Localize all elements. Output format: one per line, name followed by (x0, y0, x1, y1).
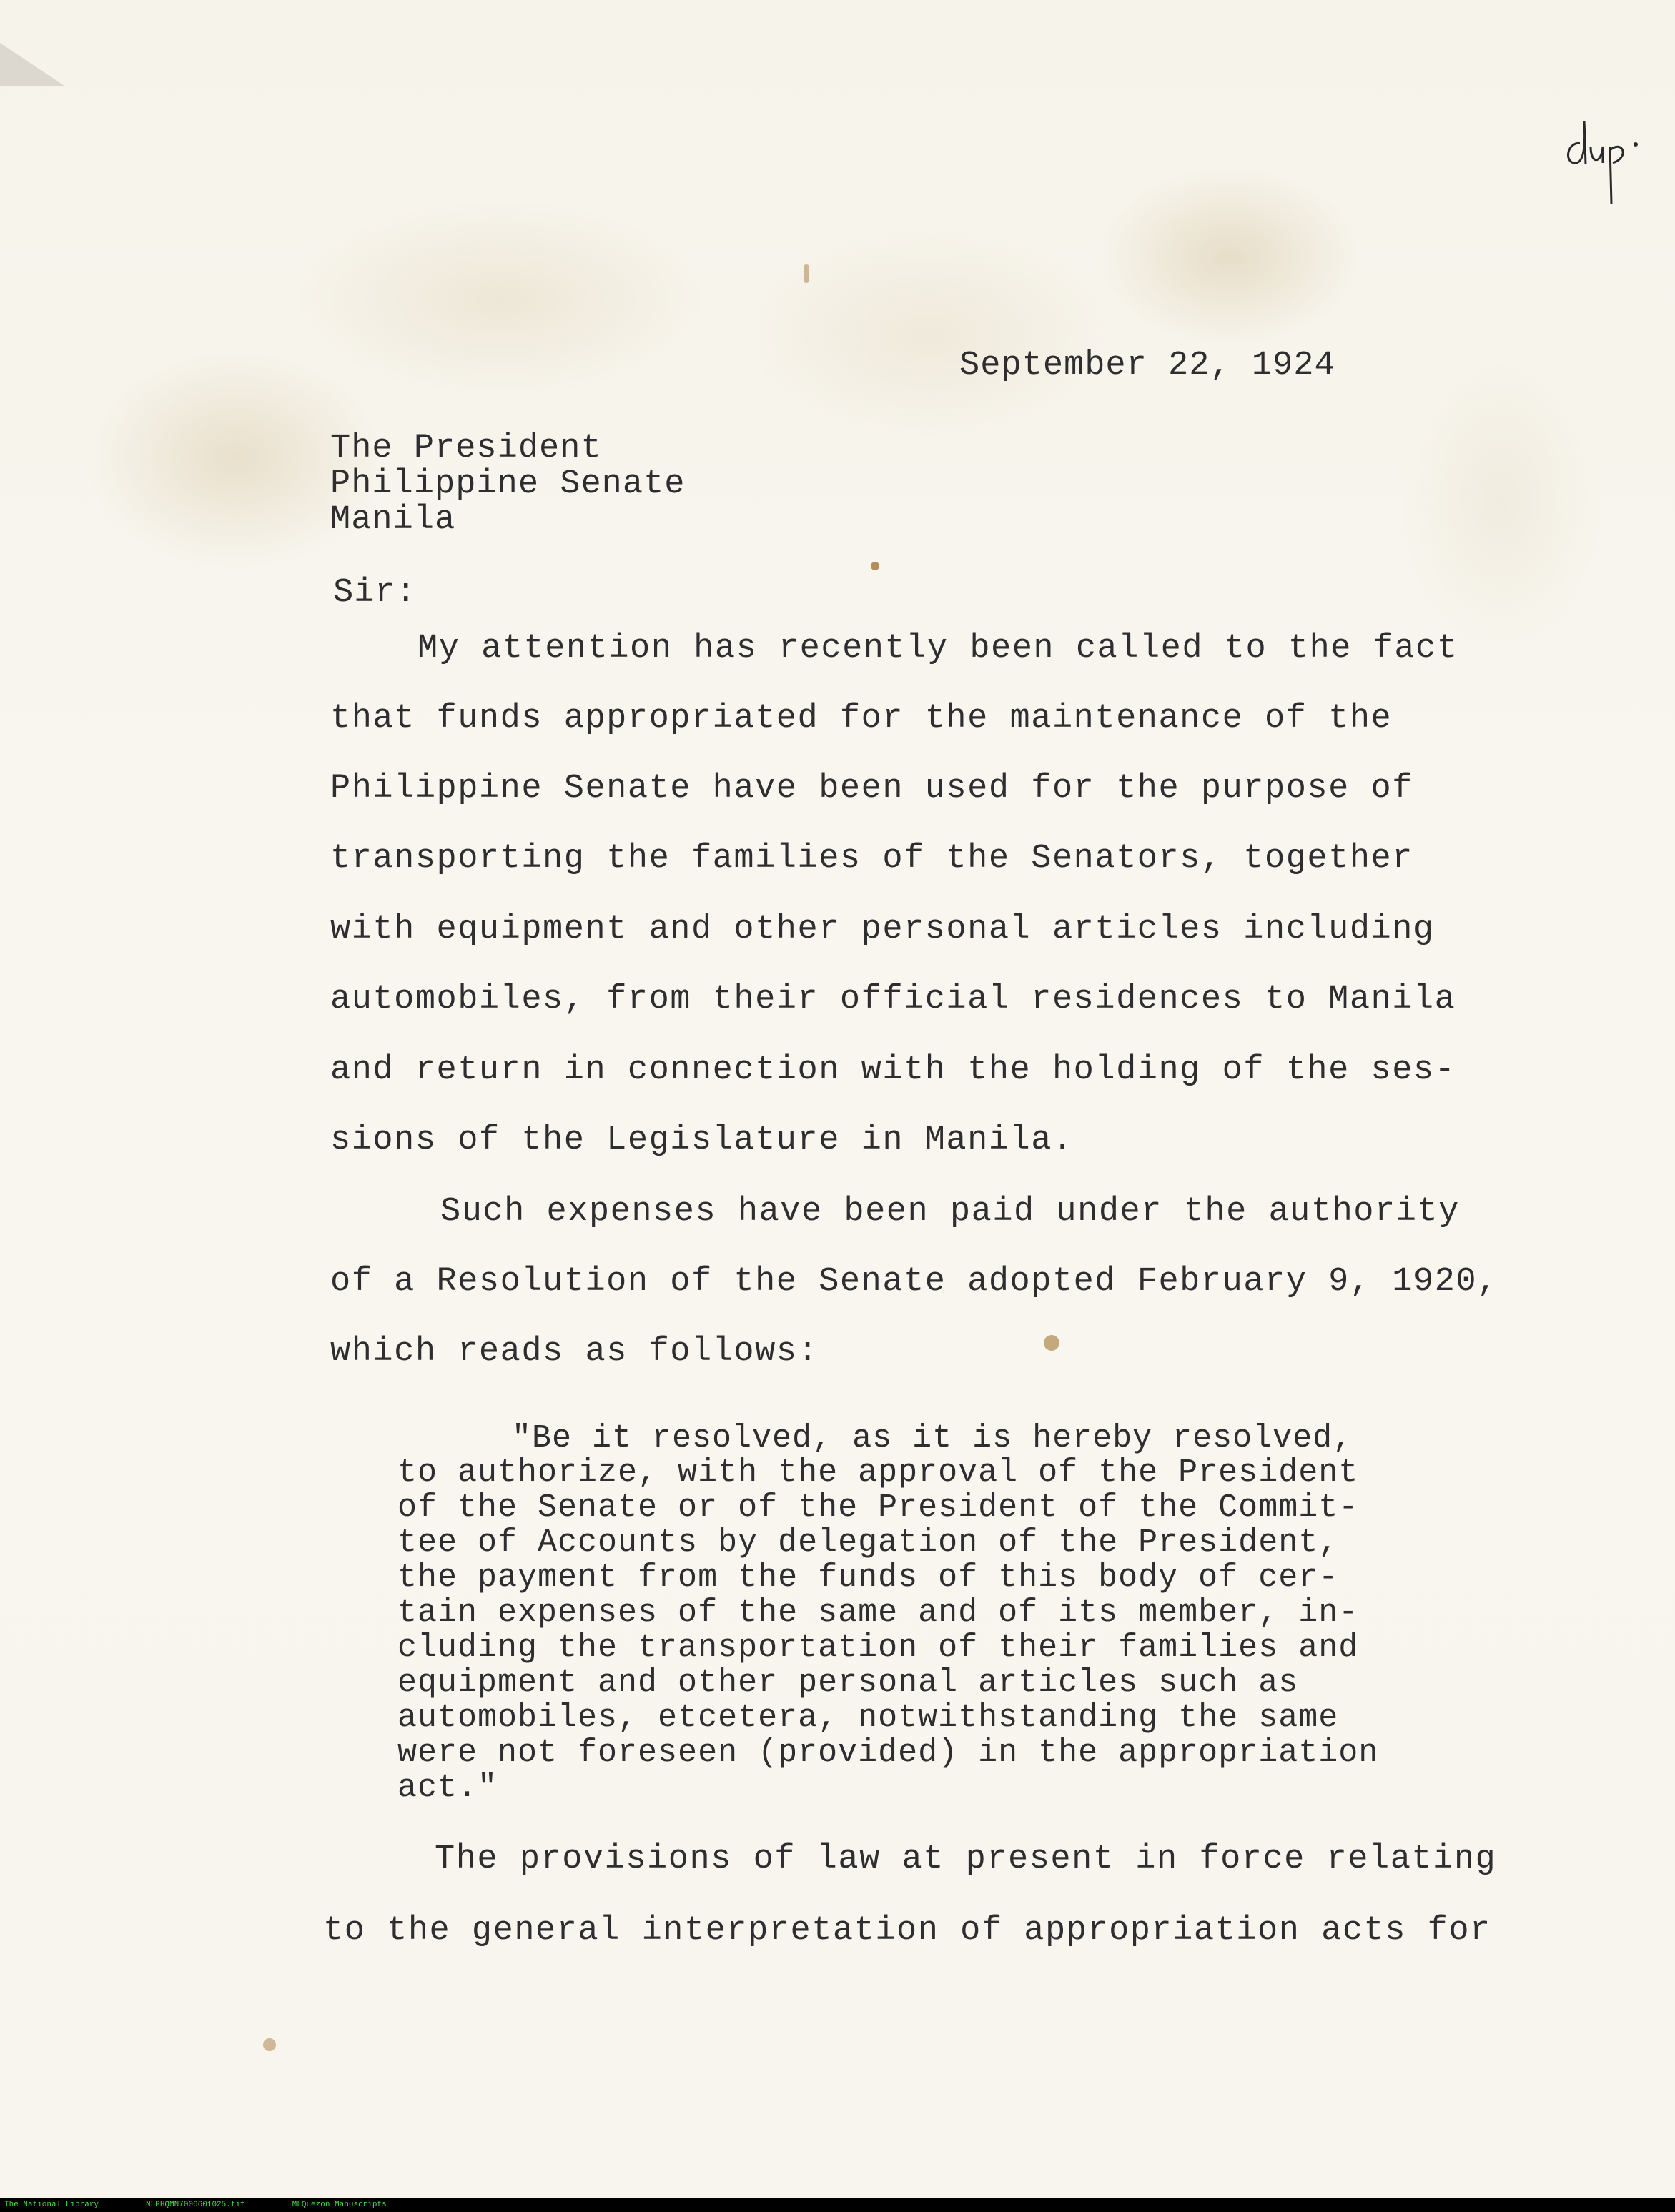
addressee-line-2: Philippine Senate (330, 465, 686, 503)
paragraph1-line: with equipment and other personal articles including (330, 911, 1435, 948)
quote-line: automobiles, etcetera, notwithstanding the same (397, 1700, 1339, 1736)
stain-mark (804, 264, 809, 283)
ink-spot (871, 562, 879, 570)
paragraph1-line: transporting the families of the Senators, together (330, 840, 1413, 878)
paragraph2-line: which reads as follows: (330, 1333, 819, 1371)
paragraph2-line: Such expenses have been paid under the authority (440, 1193, 1460, 1231)
addressee-line-1: The President (330, 430, 602, 467)
quote-line: equipment and other personal articles such as (397, 1665, 1299, 1701)
scan-footer (0, 2198, 1675, 2212)
paragraph3-line: The provisions of law at present in force relating (435, 1840, 1497, 1878)
paragraph1-line: sions of the Legislature in Manila. (330, 1121, 1074, 1159)
paragraph1-line: automobiles, from their official residences to Manila (330, 981, 1456, 1018)
paragraph3-line: to the general interpretation of appropriation acts for (323, 1912, 1491, 1950)
paragraph2-line: of a Resolution of the Senate adopted February 9, 1920, (330, 1263, 1498, 1301)
stain-spot (1044, 1335, 1059, 1351)
paragraph1-line: and return in connection with the holding of the ses- (330, 1051, 1456, 1089)
handwritten-annotation (1558, 114, 1644, 207)
paragraph1-line: that funds appropriated for the maintenance of the (330, 700, 1393, 738)
letter-date: September 22, 1924 (959, 347, 1335, 385)
quote-line: tee of Accounts by delegation of the President, (397, 1524, 1339, 1561)
salutation: Sir: (333, 574, 417, 612)
paragraph1-line: Philippine Senate have been used for the purpose of (330, 770, 1413, 808)
folded-corner (0, 43, 64, 86)
paragraph1-line: My attention has recently been called to the fact (417, 630, 1458, 668)
addressee-line-3: Manila (330, 501, 456, 539)
footer-collection: MLQuezon Manuscripts (292, 2201, 387, 2209)
quote-line: of the Senate or of the President of the Commit- (397, 1489, 1359, 1526)
quote-line: "Be it resolved, as it is hereby resolved, (512, 1420, 1353, 1457)
quote-line: the payment from the funds of this body of cer- (397, 1559, 1339, 1596)
footer-file: NLPHQMN7006601025.tif (146, 2201, 245, 2209)
quote-line: cluding the transportation of their families and (397, 1630, 1359, 1666)
quote-line: tain expenses of the same and of its member, in- (397, 1594, 1359, 1631)
footer-library: The National Library (4, 2201, 99, 2209)
stain-spot (263, 2038, 276, 2051)
quote-line: were not foreseen (provided) in the appropriation (397, 1735, 1379, 1771)
quote-line: to authorize, with the approval of the President (397, 1454, 1359, 1491)
quote-line: act." (397, 1770, 498, 1806)
